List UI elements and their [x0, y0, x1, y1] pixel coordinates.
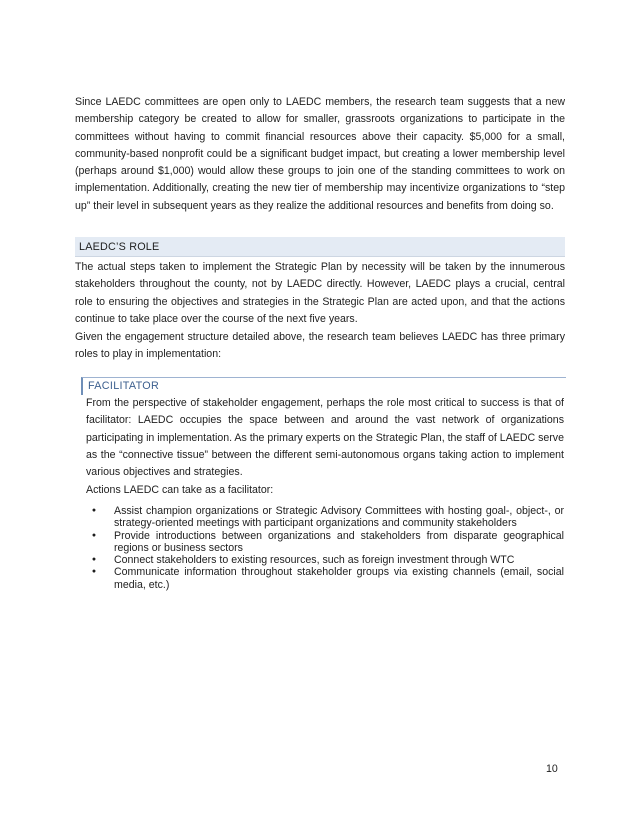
actions-label: Actions LAEDC can take as a facilitator:: [86, 484, 274, 496]
facilitator-actions-list: [86, 505, 564, 591]
list-item-text: Provide introductions between organizations and stakeholders from disparate geographical regions or business sectors: [114, 529, 564, 554]
list-item: [86, 554, 564, 566]
role-paragraph-1: The actual steps taken to implement the Strategic Plan by necessity will be taken by the innumerous stakeholders throughout the county, not by LAEDC directly. However, LAEDC plays a crucial, central role to ensuring the objectives and strategies in the Strategic Plan are acted upon, and that the actions continue to take place over the course of the next five years.: [75, 261, 565, 325]
bullet-icon: ●: [91, 568, 97, 576]
bullet-icon: ●: [91, 507, 97, 514]
list-item: [86, 505, 564, 530]
list-item-text: Connect stakeholders to existing resources, such as foreign investment through WTC: [114, 554, 515, 567]
role-paragraph-2: Given the engagement structure detailed above, the research team believes LAEDC has three primary roles to play in implementation:: [75, 331, 565, 361]
facilitator-paragraph: From the perspective of stakeholder engagement, perhaps the role most critical to success is that of facilitator: LAEDC occupies the space between and around the vast network of organizations participating in implementation. As the primary experts on the Strategic Plan, the staff of LAEDC serve as the “connective tissue” between the different semi-autonomous organs taking action to implement various objectives and strategies.: [86, 397, 564, 479]
section-heading-laedc-role: LAEDC’S ROLE: [75, 237, 565, 257]
page-number: 10: [546, 763, 558, 775]
subsection-heading-facilitator: FACILITATOR: [88, 380, 160, 392]
bullet-icon: ●: [91, 556, 97, 564]
list-item-text: Communicate information throughout stakeholder groups via existing channels (email, social media, etc.): [114, 566, 564, 591]
list-item: [86, 566, 564, 591]
bullet-icon: ●: [91, 531, 97, 539]
list-item-text: Assist champion organizations or Strategic Advisory Committees with hosting goal-, object-, or strategy-oriented meetings with participant organizations and community stakeholders: [114, 505, 564, 530]
intro-paragraph: Since LAEDC committees are open only to LAEDC members, the research team suggests that a new membership category be created to allow for smaller, grassroots organizations to participate in the committees without having to commit financial resources above their capacity. $5,000 for a small, community-based nonprofit could be a significant budget impact, but creating a lower membership level (perhaps around $1,000) would allow these groups to join one of the standing committees to work on implementation. Additionally, creating the new tier of membership may incentivize organizations to “step up” their level in subsequent years as they realize the additional resources and benefits from doing so.: [75, 96, 565, 212]
list-item: [86, 530, 564, 555]
